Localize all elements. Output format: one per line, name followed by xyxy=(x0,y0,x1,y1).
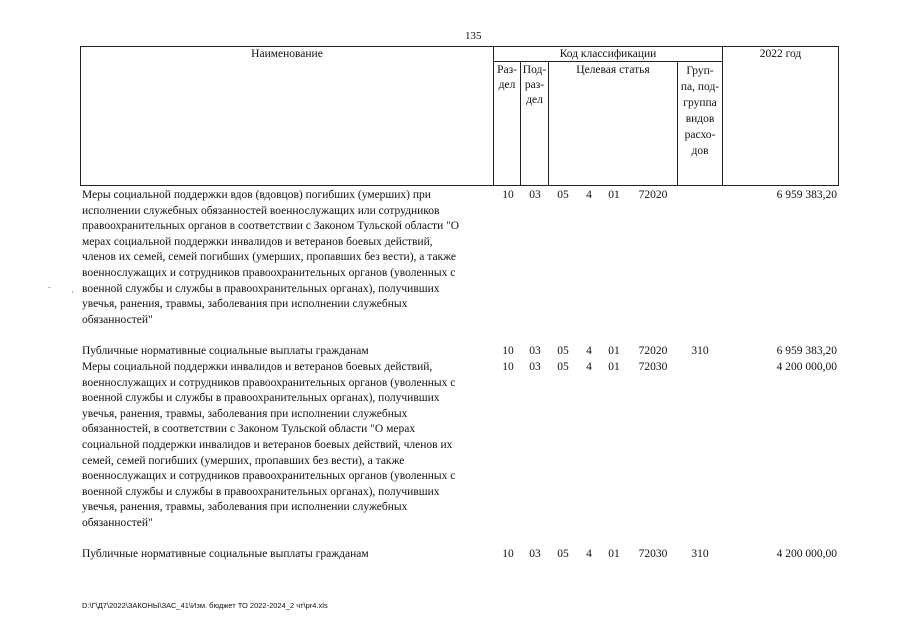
row-2-group: 310 xyxy=(691,345,709,357)
header-code-group: Код классификации xyxy=(559,48,657,60)
row-3-target-2: 4 xyxy=(586,361,592,373)
row-1-name: Меры социальной поддержки вдов (вдовцов) погибших (умерших) при исполнении служебных обязанностей военнослужащих или сотрудников правоохранительных органов в соответствии с Законом Тульской области "О мерах социальной поддержки инвалидов и ветеранов боевых действий, членов их семей, семей погибших (умерших, пропавших без вести), а также военнослужащих и сотрудников правоохранительных органов (уволенных с военной службы и службы в правоохранительных органах), получивших увечья, ранения, травмы, заболевания при исполнении служебных обязанностей" xyxy=(82,189,460,326)
border-right xyxy=(838,46,839,186)
row-3-target-3: 01 xyxy=(608,361,620,373)
row-3-podrazdel: 03 xyxy=(529,361,541,373)
row-4-group: 310 xyxy=(691,548,709,560)
row-2-target-3: 01 xyxy=(608,345,620,357)
row-1-target-4: 72020 xyxy=(638,189,668,201)
header-razdel: Раз- дел xyxy=(497,64,517,91)
row-2-razdel: 10 xyxy=(502,345,514,357)
row-2-amount: 6 959 383,20 xyxy=(776,345,837,357)
header-target: Целевая статья xyxy=(576,64,650,76)
row-1-target-1: 05 xyxy=(557,189,569,201)
header-name: Наименование xyxy=(251,48,323,60)
row-4-amount: 4 200 000,00 xyxy=(776,548,837,560)
row-3-target-1: 05 xyxy=(557,361,569,373)
row-1-amount: 6 959 383,20 xyxy=(776,189,837,201)
scan-speck: · xyxy=(71,287,74,297)
row-3-name: Меры социальной поддержки инвалидов и ветеранов боевых действий, военнослужащих и сотрудников правоохранительных органов (уволенных с военной службы и службы в правоохранительных органах), получивших увечья, ранения, травмы, заболевания при исполнении служебных обязанностей, в соответствии с Законом Тульской области "О мерах социальной поддержки инвалидов и ветеранов боевых действий, членов их семей, семей погибших (умерших, пропавших без вести), а также военнослужащих и сотрудников правоохранительных органов (уволенных с военной службы и службы в правоохранительных органах), получивших увечья, ранения, травмы, заболевания при исполнении служебных обязанностей" xyxy=(82,361,456,529)
header-podrazdel: Под- раз- дел xyxy=(522,64,547,106)
row-1-podrazdel: 03 xyxy=(529,189,541,201)
row-4-name: Публичные нормативные социальные выплаты гражданам xyxy=(82,548,369,560)
header-bottom-border xyxy=(80,185,839,186)
row-2-target-2: 4 xyxy=(586,345,592,357)
footer-file-path: D:\Г\Д7\2022\ЗАКОНЫ\ЗАС_41\Изм. бюджет ТО 2022-2024_2 чт\pr4.xls xyxy=(82,601,328,610)
border-code-year xyxy=(722,46,723,186)
border-podrazdel xyxy=(548,61,549,186)
row-4-target-2: 4 xyxy=(586,548,592,560)
row-3-target-4: 72030 xyxy=(638,361,668,373)
row-4-target-4: 72030 xyxy=(638,548,668,560)
row-4-target-1: 05 xyxy=(557,548,569,560)
row-2-podrazdel: 03 xyxy=(529,345,541,357)
row-3-razdel: 10 xyxy=(502,361,514,373)
row-4-target-3: 01 xyxy=(608,548,620,560)
header-group: Груп- па, под- группа видов расхо- дов xyxy=(680,65,720,157)
row-2-target-1: 05 xyxy=(557,345,569,357)
page-number: 135 xyxy=(465,30,482,42)
scan-speck: . xyxy=(48,280,51,290)
border-left xyxy=(80,46,81,186)
row-1-razdel: 10 xyxy=(502,189,514,201)
row-2-name: Публичные нормативные социальные выплаты гражданам xyxy=(82,345,369,357)
row-1-target-2: 4 xyxy=(586,189,592,201)
row-1-target-3: 01 xyxy=(608,189,620,201)
row-4-podrazdel: 03 xyxy=(529,548,541,560)
row-3-amount: 4 200 000,00 xyxy=(776,361,837,373)
header-year: 2022 год xyxy=(759,48,802,60)
row-4-razdel: 10 xyxy=(502,548,514,560)
row-2-target-4: 72020 xyxy=(638,345,668,357)
